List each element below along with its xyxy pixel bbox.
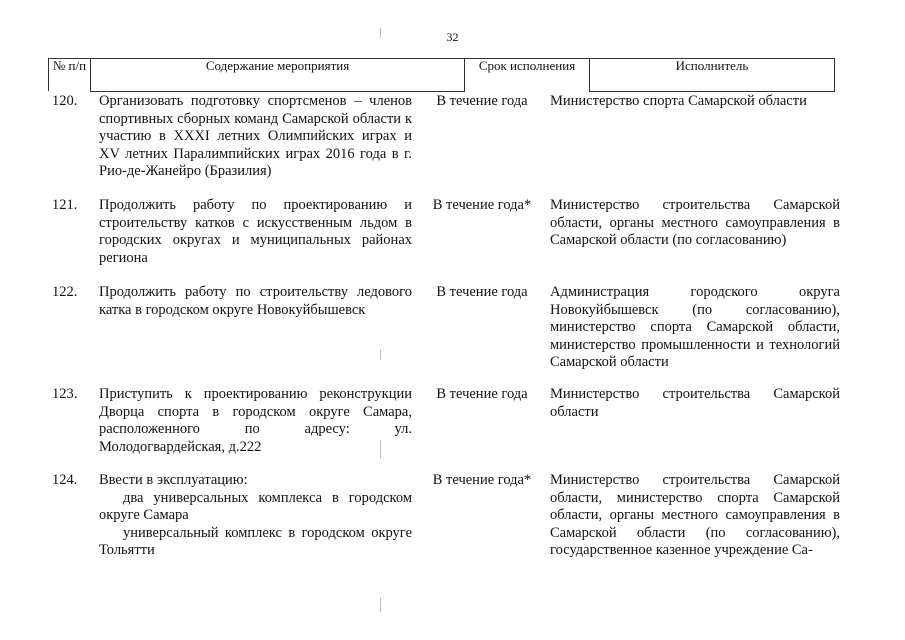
scan-mark [380,350,381,360]
row-number: 120. [52,93,78,109]
row-term: В течение года* [432,472,532,488]
table-header [48,58,835,92]
row-content-item: универсальный комплекс в городском округе Тольятти [99,524,412,558]
header-content: Содержание мероприятия [91,59,465,92]
row-number: 124. [52,472,78,488]
row-term: В течение года [436,386,528,402]
row-executor: Министерство строительства Самарской области [550,386,840,420]
header-term: Срок исполнения [465,59,590,92]
row-number: 122. [52,284,78,300]
row-content: Приступить к проектированию реконструкции Дворца спорта в городском округе Самара, расположенного по адресу: ул. Молодогвардейская, д.222 [99,386,412,455]
page-number: 32 [446,30,459,44]
row-executor: Министерство спорта Самарской области [550,93,807,109]
scan-mark [380,28,381,38]
row-executor: Администрация городского округа Новокуйбышевск (по согласованию), министерство спорта Самарской области, министерство промышленности и технологий Самарской области [550,284,840,370]
header-num: № п/п [49,59,91,92]
row-content: Продолжить работу по проектированию и строительству катков с искусственным льдом в городских округах и муниципальных районах региона [99,197,412,266]
scan-mark [380,440,381,458]
row-content [99,472,412,560]
row-content-intro: Ввести в эксплуатацию: [99,472,248,488]
scan-mark [380,598,381,612]
row-number: 123. [52,386,78,402]
row-term: В течение года* [432,197,532,213]
row-term: В течение года [436,284,528,300]
row-executor: Министерство строительства Самарской области, министерство спорта Самарской области, органы местного самоуправления в Самарской области (по согласованию), государственное казенное учреждение Са- [550,472,840,558]
row-content: Организовать подготовку спортсменов – членов спортивных сборных команд Самарской области к участию в XXXI летних Олимпийских играх и XV летних Паралимпийских играх 2016 года в г. Рио-де-Жанейро (Бразилия) [99,93,412,179]
row-content-item: два универсальных комплекса в городском округе Самара [99,489,412,523]
header-executor: Исполнитель [590,59,835,92]
row-term: В течение года [436,93,528,109]
row-number: 121. [52,197,78,213]
row-content: Продолжить работу по строительству ледового катка в городском округе Новокуйбышевск [99,284,412,318]
row-executor: Министерство строительства Самарской области, органы местного самоуправления в Самарской области (по согласованию) [550,197,840,248]
